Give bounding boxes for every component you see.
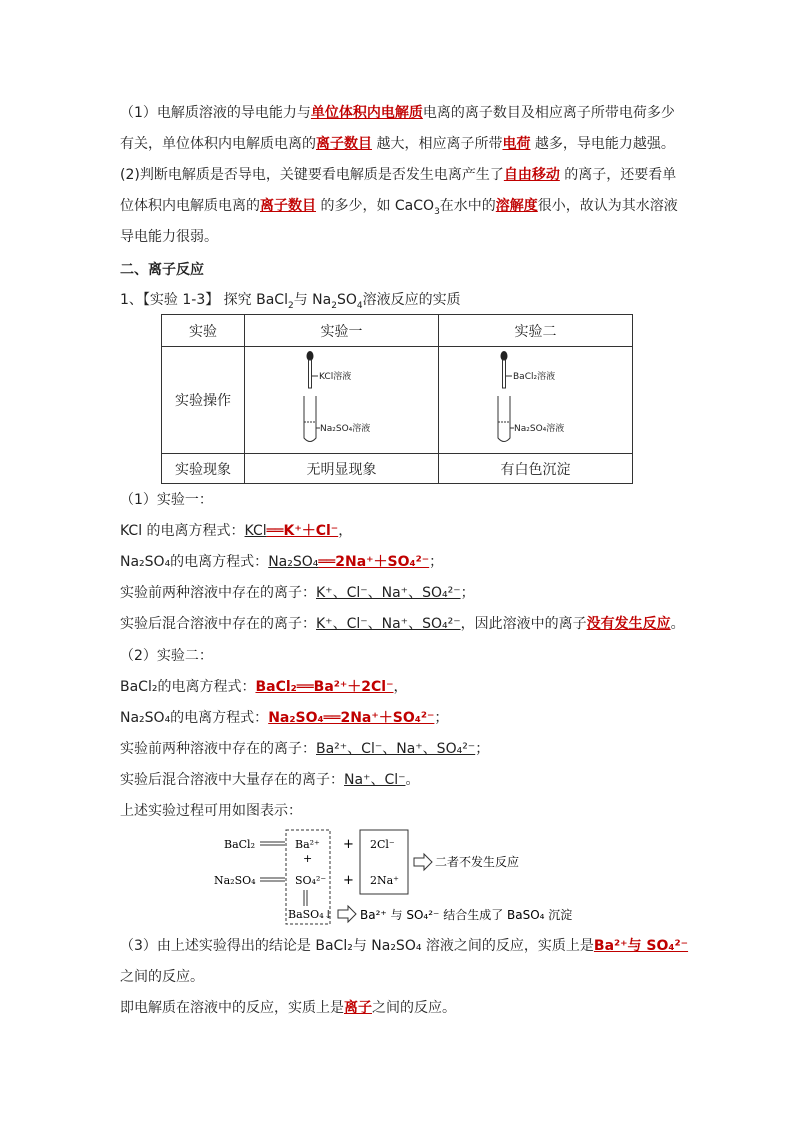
answer: Na₂SO₄══2Na⁺＋SO₄²⁻ [268, 710, 435, 726]
table-row-label: 实验操作 [162, 347, 245, 454]
answer: 电荷 [502, 136, 531, 152]
section-2-title: （2）实验二： [120, 648, 213, 664]
text: 越大，相应离子所带 [376, 136, 503, 152]
table-row-label: 实验现象 [162, 454, 245, 484]
text: Na₂SO₄ [268, 554, 319, 570]
ion-cl: 2Cl⁻ [370, 838, 395, 851]
s3-line-2 [120, 967, 204, 987]
answer: 没有发生反应 [586, 616, 671, 632]
subscript: 2 [331, 300, 337, 311]
answer: BaCl₂══Ba²⁺＋2Cl⁻ [255, 679, 394, 695]
table-cell: 无明显现象 [245, 454, 439, 484]
para-2-line-2 [120, 196, 678, 222]
table-header: 实验二 [439, 315, 633, 347]
s1-line-4 [120, 614, 685, 634]
text: ，因此溶液中的离子 [460, 616, 587, 632]
s3-line-3 [120, 998, 456, 1018]
text: Na₂SO₄的电离方程式： [120, 554, 269, 570]
experiment-table [161, 314, 633, 484]
experiment-title [120, 290, 461, 316]
s2-line-3: 实验前两种溶液中存在的离子：Ba²⁺、Cl⁻、Na⁺、SO₄²⁻； [120, 741, 490, 757]
answer: 离子 [344, 1000, 372, 1016]
answer: Ba²⁺与 SO₄²⁻ [593, 938, 689, 954]
text: Na₂SO₄的电离方程式： [120, 710, 269, 726]
answer: 溶解度 [495, 198, 538, 214]
test-tube-dropper-icon [282, 348, 402, 448]
arrow-icon [338, 906, 356, 922]
s1-line-2: Na₂SO₄的电离方程式：Na₂SO₄══2Na⁺＋SO₄²⁻； [120, 554, 444, 570]
precipitate: BaSO₄↓ [288, 908, 333, 921]
table-header: 实验 [162, 315, 245, 347]
subscript: 2 [287, 300, 294, 311]
answer: 单位体积内电解质 [310, 105, 423, 121]
text: Na⁺、Cl⁻ [344, 772, 406, 788]
experiment-2-image [439, 347, 633, 454]
text: 实验后混合溶液中大量存在的离子： [120, 772, 344, 788]
subscript: 4 [356, 300, 363, 311]
text: KCl [244, 523, 267, 539]
arrow-icon [414, 854, 432, 870]
text: 1、【实验 1-3】 探究 BaCl [120, 292, 288, 308]
text: BaCl₂的电离方程式： [120, 679, 256, 695]
para-1-line-2 [120, 134, 675, 154]
text: （3）由上述实验得出的结论是 BaCl₂与 Na₂SO₄ 溶液之间的反应，实质上是 [120, 938, 594, 954]
dropper-label: KCl溶液 [318, 372, 351, 382]
ion-na: 2Na⁺ [370, 874, 399, 887]
dropper-label: BaCl₂溶液 [512, 372, 555, 382]
text: 之间的反应。 [372, 1000, 456, 1016]
text: 电离的离子数目及相应离子所带电荷多少 [422, 105, 675, 121]
text: （1）电解质溶液的导电能力与 [120, 105, 311, 121]
section-1-title: （1）实验一： [120, 492, 213, 508]
text: KCl 的电离方程式： [120, 523, 245, 539]
text: 有关，单位体积内电解质电离的 [120, 136, 316, 152]
ion-reaction-diagram [200, 826, 600, 926]
text: 的多少，如 CaCO [320, 198, 435, 214]
diagram-note: 二者不发生反应 [435, 855, 520, 869]
s2-line-2: Na₂SO₄的电离方程式：Na₂SO₄══2Na⁺＋SO₄²⁻； [120, 710, 449, 726]
plus-sign: + [343, 873, 354, 888]
diagram-label: BaCl₂ [224, 838, 255, 851]
table-header: 实验一 [245, 315, 439, 347]
text: 很小，故认为其水溶液 [537, 198, 678, 214]
section-title: 二、离子反应 [120, 262, 204, 278]
test-tube-dropper-icon [476, 348, 596, 448]
text: 实验后混合溶液中存在的离子： [120, 616, 316, 632]
text: 实验前两种溶液中存在的离子： [120, 741, 316, 757]
text: 在水中的 [439, 198, 496, 214]
s2-line-4: 实验后混合溶液中大量存在的离子：Na⁺、Cl⁻。 [120, 772, 420, 788]
para-1-line-1 [120, 103, 675, 123]
ion-so4: SO₄²⁻ [295, 874, 327, 887]
para-2-line-1 [120, 165, 676, 185]
diagram-intro: 上述实验过程可用如图表示： [120, 803, 302, 819]
answer: 离子数目 [316, 136, 372, 152]
text: 的离子，还要看单 [564, 167, 677, 183]
text: 之间的反应。 [120, 969, 204, 985]
text: K⁺、Cl⁻、Na⁺、SO₄²⁻ [316, 585, 461, 601]
text: SO [336, 292, 357, 308]
answer: 离子数目 [260, 198, 316, 214]
text: 即电解质在溶液中的反应，实质上是 [120, 1000, 344, 1016]
text: 越多，导电能力越强。 [534, 136, 675, 152]
plus-sign: + [303, 852, 313, 865]
experiment-1-image [245, 347, 439, 454]
s1-line-3: 实验前两种溶液中存在的离子：K⁺、Cl⁻、Na⁺、SO₄²⁻； [120, 585, 475, 601]
subscript: 3 [434, 206, 440, 217]
text: (2)判断电解质是否导电，关键要看电解质是否发生电离产生了 [120, 167, 504, 183]
text: Ba²⁺、Cl⁻、Na⁺、SO₄²⁻ [316, 741, 476, 757]
answer: 自由移动 [503, 167, 560, 183]
text: 溶液反应的实质 [362, 292, 461, 308]
plus-sign: + [343, 837, 354, 852]
text: 位体积内电解质电离的 [120, 198, 260, 214]
para-2-line-3 [120, 227, 218, 247]
ion-ba: Ba²⁺ [295, 838, 320, 851]
s3-line-1 [120, 936, 688, 956]
text: K⁺、Cl⁻、Na⁺、SO₄²⁻ [316, 616, 461, 632]
s2-line-1: BaCl₂的电离方程式：BaCl₂══Ba²⁺＋2Cl⁻， [120, 679, 408, 695]
diagram-note: Ba²⁺ 与 SO₄²⁻ 结合生成了 BaSO₄ 沉淀 [360, 908, 573, 922]
answer: ══K⁺＋Cl⁻ [266, 523, 339, 539]
table-cell: 有白色沉淀 [439, 454, 633, 484]
tube-label: Na₂SO₄溶液 [319, 424, 370, 434]
text: 与 Na [293, 292, 332, 308]
text: 。 [670, 616, 685, 632]
diagram-label: Na₂SO₄ [214, 874, 256, 887]
tube-label: Na₂SO₄溶液 [513, 424, 564, 434]
text: 实验前两种溶液中存在的离子： [120, 585, 316, 601]
s1-line-1: KCl 的电离方程式：KCl══K⁺＋Cl⁻， [120, 523, 353, 539]
answer: ══2Na⁺＋SO₄²⁻ [318, 554, 430, 570]
text: 导电能力很弱。 [120, 229, 218, 245]
